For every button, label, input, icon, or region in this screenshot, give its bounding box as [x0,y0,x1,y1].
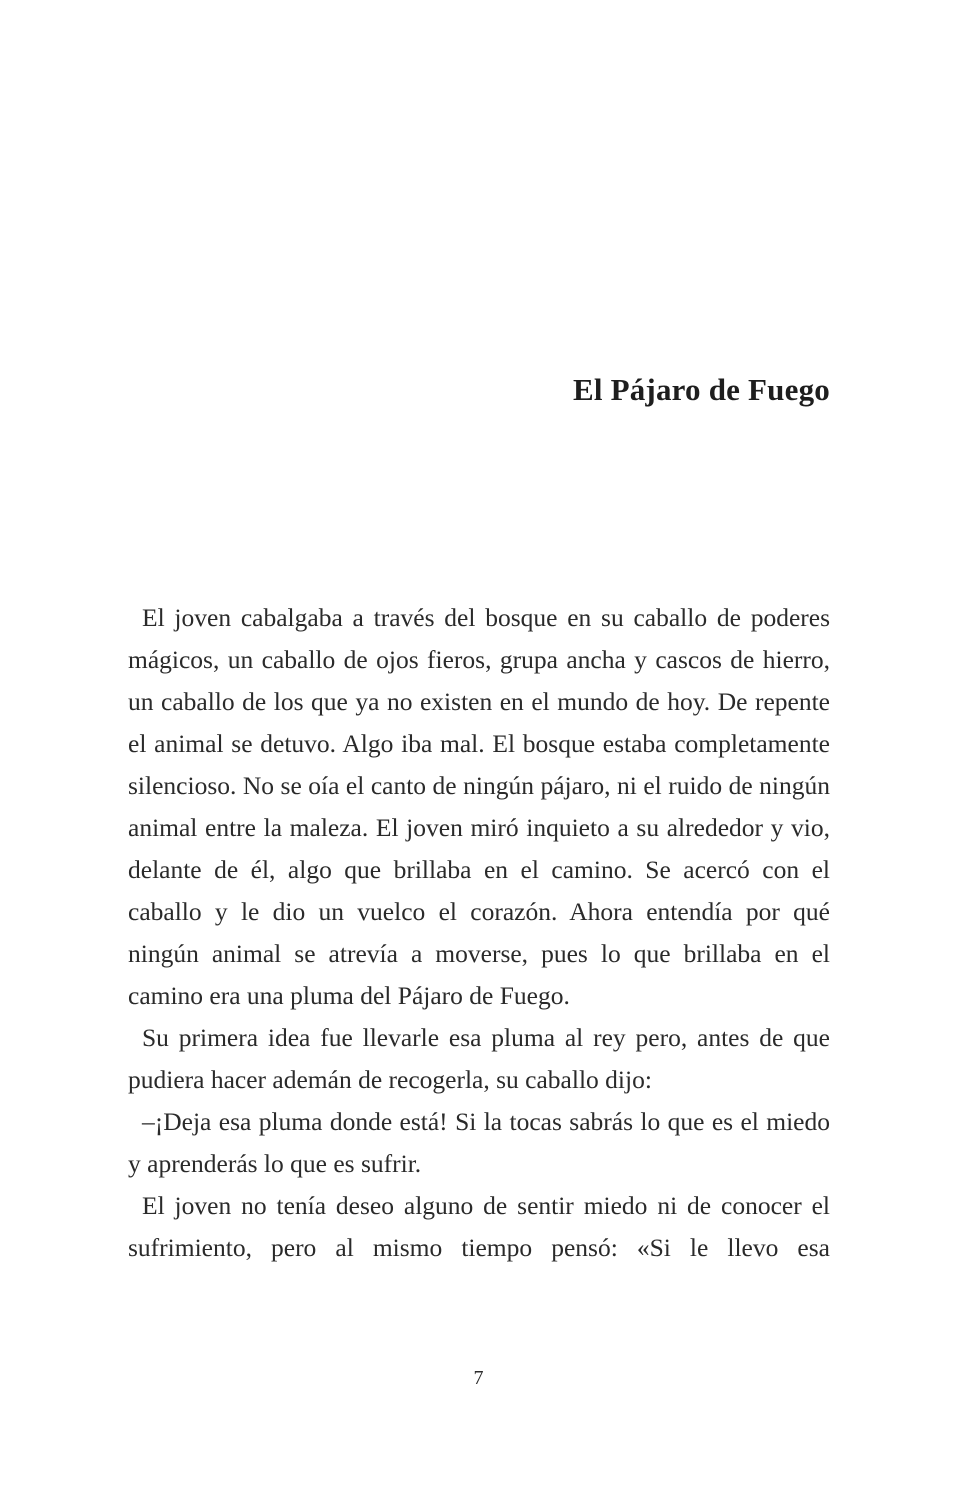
chapter-body [128,597,830,1269]
paragraph: El joven cabalgaba a través del bosque en su caballo de poderes mágicos, un caballo de ojos fieros, grupa ancha y cascos de hierro, un caballo de los que ya no existen en el mundo de hoy. De repente el animal se detuvo. Algo iba mal. El bosque estaba completamente silencioso. No se oía el canto de ningún pájaro, ni el ruido de ningún animal entre la maleza. El joven miró inquieto a su alrededor y vio, delante de él, algo que brillaba en el camino. Se acercó con el caballo y le dio un vuelco el corazón. Ahora entendía por qué ningún animal se atrevía a moverse, pues lo que brillaba en el camino era una pluma del Pájaro de Fuego. [128,603,830,1010]
dialogue-paragraph: –¡Deja esa pluma donde está! Si la tocas sabrás lo que es el miedo y aprenderás lo que es sufrir. [128,1107,830,1178]
page-number: 7 [473,1367,484,1389]
chapter-title: El Pájaro de Fuego [572,372,830,407]
paragraph: El joven no tenía deseo alguno de sentir miedo ni de conocer el sufrimiento, pero al mismo tiempo pensó: «Si le llevo esa [128,1191,830,1262]
paragraph: Su primera idea fue llevarle esa pluma al rey pero, antes de que pudiera hacer ademán de recogerla, su caballo dijo: [128,1023,830,1094]
